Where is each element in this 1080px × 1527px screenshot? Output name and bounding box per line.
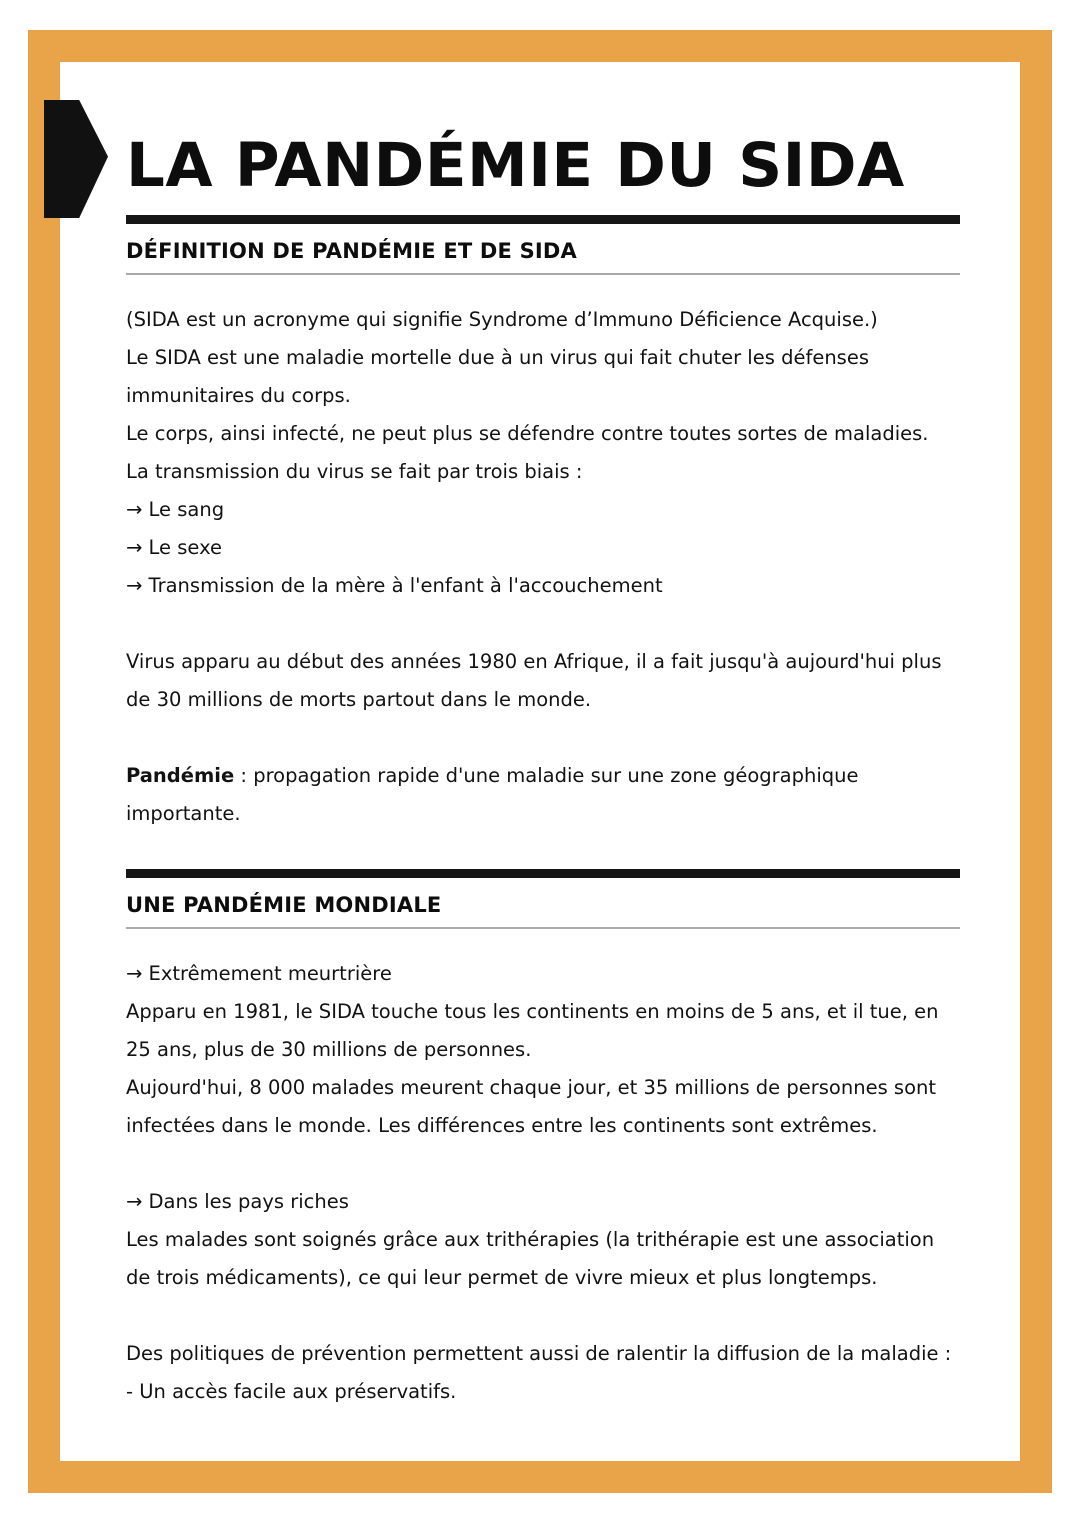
arrow-subheading: → Dans les pays riches bbox=[126, 1190, 349, 1214]
arrow-list-item: → Le sexe bbox=[126, 536, 223, 560]
paragraph: Des politiques de prévention permettent aussi de ralentir la diffusion de la maladie : bbox=[126, 1342, 952, 1366]
paragraph: Virus apparu au début des années 1980 en Afrique, il a fait jusqu'à aujourd'hui plus de 30 millions de morts partout dans le monde. bbox=[126, 650, 942, 712]
page-title: LA PANDÉMIE DU SIDA bbox=[126, 130, 905, 201]
paragraph: (SIDA est un acronyme qui signifie Syndrome d’Immuno Déficience Acquise.) bbox=[126, 308, 878, 332]
term-definition: : propagation rapide d'une maladie sur une zone géographique importante. bbox=[126, 764, 859, 826]
dash-list-item: - Un accès facile aux préservatifs. bbox=[126, 1380, 457, 1404]
section-mondiale-body bbox=[126, 955, 960, 1411]
section-definition-body bbox=[126, 301, 960, 833]
section-header-underline bbox=[126, 273, 960, 275]
paragraph: Les malades sont soignés grâce aux trithérapies (la trithérapie est une association de trois médicaments), ce qui leur permet de vivre mieux et plus longtemps. bbox=[126, 1228, 935, 1290]
paragraph-definition bbox=[126, 757, 960, 833]
paragraph: Le corps, ainsi infecté, ne peut plus se défendre contre toutes sortes de maladies. bbox=[126, 422, 929, 446]
arrow-subheading: → Extrêmement meurtrière bbox=[126, 962, 392, 986]
section-header-mondiale: UNE PANDÉMIE MONDIALE bbox=[126, 893, 442, 918]
paragraph: Apparu en 1981, le SIDA touche tous les continents en moins de 5 ans, et il tue, en 25 ans, plus de 30 millions de personnes. bbox=[126, 1000, 939, 1062]
section-divider-bar bbox=[126, 215, 960, 224]
paragraph: Le SIDA est une maladie mortelle due à un virus qui fait chuter les défenses immunitaires du corps. bbox=[126, 346, 869, 408]
page-content bbox=[60, 62, 1020, 1461]
paragraph: La transmission du virus se fait par trois biais : bbox=[126, 460, 583, 484]
section-header-definition: DÉFINITION DE PANDÉMIE ET DE SIDA bbox=[126, 239, 578, 264]
paragraph: Aujourd'hui, 8 000 malades meurent chaque jour, et 35 millions de personnes sont infectées dans le monde. Les différences entre les continents sont extrêmes. bbox=[126, 1076, 937, 1138]
term-pandemie: Pandémie bbox=[126, 764, 235, 788]
section-divider-bar bbox=[126, 869, 960, 878]
arrow-list-item: → Transmission de la mère à l'enfant à l'accouchement bbox=[126, 574, 663, 598]
section-header-underline bbox=[126, 927, 960, 929]
arrow-list-item: → Le sang bbox=[126, 498, 225, 522]
